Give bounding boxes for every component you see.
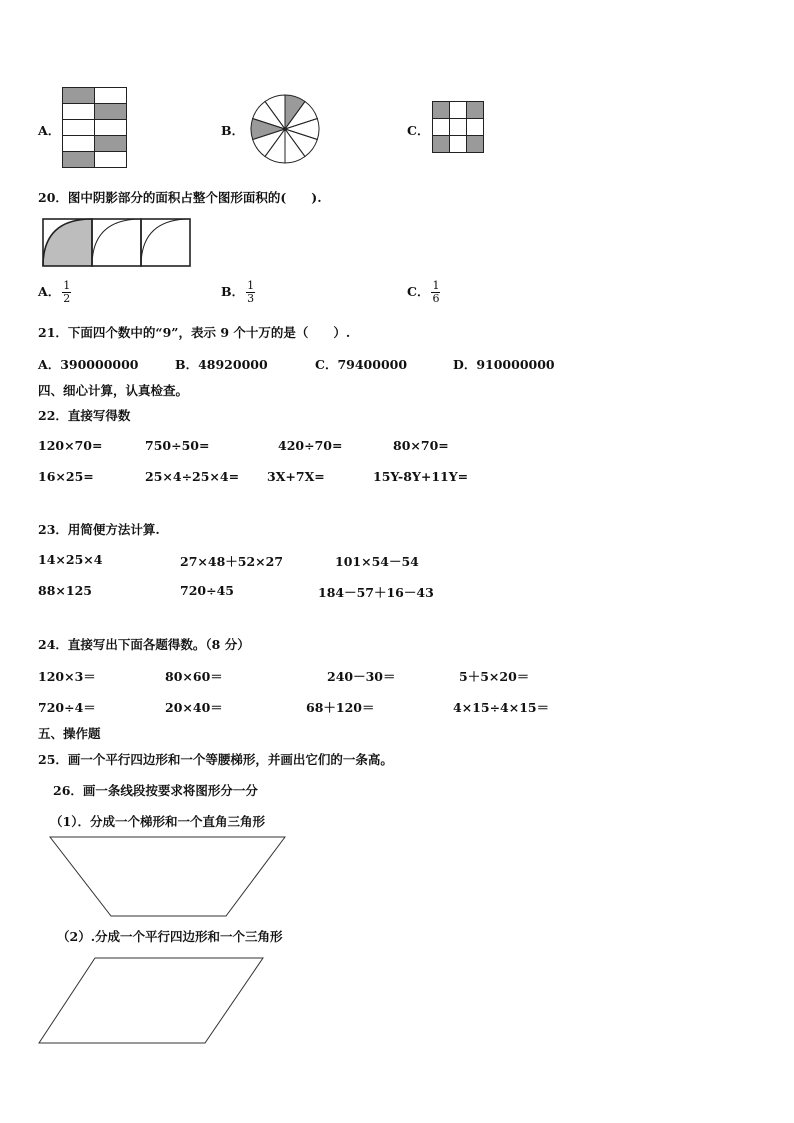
fraction	[246, 280, 255, 305]
option-label: A．	[38, 357, 61, 372]
q26-question: 26．画一条线段按要求将图形分一分	[53, 783, 258, 798]
q25-question: 25．画一个平行四边形和一个等腰梯形，并画出它们的一条高。	[38, 752, 393, 767]
grid-cell-shaded	[95, 136, 127, 152]
q22-item: 15Y-8Y+11Y=	[373, 469, 469, 484]
q20-figure	[42, 218, 192, 268]
numerator: 1	[63, 279, 71, 292]
q24-item: 240－30＝	[327, 669, 396, 684]
q22-item: 120×70=	[38, 438, 103, 453]
q22-item: 420÷70=	[278, 438, 343, 453]
q19-option-a-label: A．	[38, 123, 61, 138]
q19-figure-a-bar-grid	[62, 87, 128, 169]
option-label: D．	[453, 357, 477, 372]
q22-item: 750÷50=	[145, 438, 210, 453]
grid-cell-shaded	[95, 104, 127, 120]
q21-option-a[interactable]	[38, 355, 138, 373]
q23-item: 27×48＋52×27	[180, 554, 284, 569]
q26-part-1: （1）．分成一个梯形和一个直角三角形	[50, 814, 265, 829]
q21-option-c[interactable]	[315, 355, 407, 373]
option-value: 48920000	[198, 357, 268, 372]
q19-figure-b-circle	[250, 94, 320, 164]
q21-question: 21．下面四个数中的“9”，表示 9 个十万的是（ ）.	[38, 325, 351, 340]
option-value: 910000000	[476, 357, 555, 372]
q22-item: 16×25=	[38, 469, 94, 484]
q22-question: 22．直接写得数	[38, 408, 131, 423]
q24-item: 5＋5×20＝	[459, 669, 530, 684]
section-5-title: 五、操作题	[38, 726, 101, 741]
numerator: 1	[432, 279, 440, 292]
q23-item: 720÷45	[180, 583, 234, 598]
q19-figure-c-square-grid	[432, 101, 485, 154]
fraction	[431, 280, 440, 305]
q23-item: 101×54－54	[335, 554, 419, 569]
q24-item: 720÷4＝	[38, 700, 96, 715]
q23-item: 88×125	[38, 583, 92, 598]
q26-parallelogram-figure[interactable]	[37, 956, 267, 1046]
q20-option-c[interactable]	[407, 280, 440, 305]
option-value: 79400000	[337, 357, 408, 372]
q19-option-b-label: B．	[221, 123, 245, 138]
q21-option-d[interactable]	[453, 355, 555, 373]
q20-option-b[interactable]	[221, 280, 255, 305]
denominator: 3	[247, 292, 255, 305]
grid-cell-shaded	[63, 88, 95, 104]
circle-sector	[285, 129, 317, 157]
q23-question: 23．用简便方法计算.	[38, 522, 160, 537]
q20-question: 20．图中阴影部分的面积占整个图形面积的( ).	[38, 190, 322, 205]
q26-part-2: （2）.分成一个平行四边形和一个三角形	[57, 929, 283, 944]
denominator: 2	[63, 292, 71, 305]
option-label: C．	[315, 357, 338, 372]
option-value: 390000000	[60, 357, 139, 372]
grid-cell-shaded	[63, 152, 95, 168]
q24-item: 120×3＝	[38, 669, 96, 684]
q24-question: 24．直接写出下面各题得数。（8 分）	[38, 637, 250, 652]
q24-item: 20×40＝	[165, 700, 223, 715]
q24-item: 68＋120＝	[306, 700, 375, 715]
fraction	[62, 280, 71, 305]
option-label: B．	[221, 284, 245, 299]
q22-item: 80×70=	[393, 438, 449, 453]
q24-item: 4×15÷4×15＝	[453, 700, 550, 715]
option-label: C．	[407, 284, 430, 299]
q22-item: 25×4÷25×4=	[145, 469, 240, 484]
numerator: 1	[247, 279, 255, 292]
option-label: A．	[38, 284, 61, 299]
q26-trapezoid-figure[interactable]	[48, 835, 288, 919]
q22-item: 3X+7X=	[267, 469, 325, 484]
q24-item: 80×60＝	[165, 669, 223, 684]
option-label: B．	[175, 357, 199, 372]
denominator: 6	[432, 292, 440, 305]
q23-item: 14×25×4	[38, 552, 103, 567]
q19-option-c-label: C．	[407, 123, 430, 138]
q23-item: 184－57＋16－43	[318, 585, 434, 600]
section-4-title: 四、细心计算，认真检查。	[38, 383, 189, 398]
q21-option-b[interactable]	[175, 355, 268, 373]
q20-option-a[interactable]	[38, 280, 71, 305]
